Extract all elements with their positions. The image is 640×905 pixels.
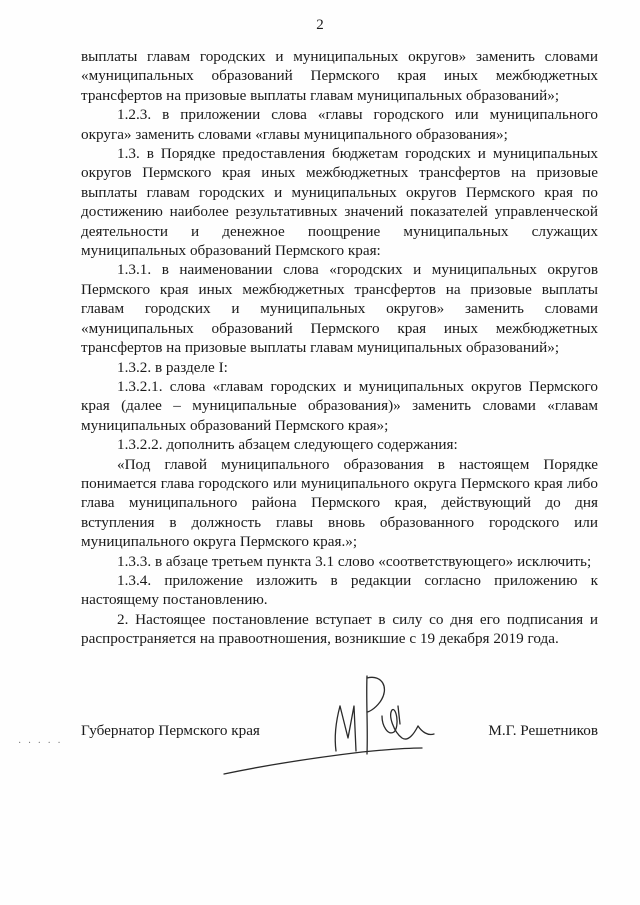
paragraph: 2. Настоящее постановление вступает в силу со дня его подписания и распространяется на правоотношения, возникшие с 19 декабря 2019 года. <box>81 610 598 648</box>
paragraph: 1.3.3. в абзаце третьем пункта 3.1 слово «соответствующего» исключить; <box>117 552 592 570</box>
paragraph: 1.3.2.2. дополнить абзацем следующего содержания: <box>117 436 458 454</box>
paragraph: 1.3. в Порядке предоставления бюджетам городских и муниципальных округов Пермского края иных межбюджетных трансфертов на призовые выплаты главам городских и муниципальных округов Пермского края по достижению наиболее результативных значений показателей управленческой деятельности и денежное поощрение муниципальных служащих муниципальных образований Пермского края: <box>81 145 598 260</box>
signatory-name: М.Г. Решетников <box>488 722 598 739</box>
document-body <box>81 47 598 649</box>
signatory-position: Губернатор Пермского края <box>81 722 260 739</box>
margin-dots: · · · · · <box>18 738 63 749</box>
paragraph: выплаты главам городских и муниципальных округов» заменить словами «муниципальных образований Пермского края иных межбюджетных трансфертов на призовые выплаты главам муниципальных образований»; <box>81 48 598 104</box>
page-number: 2 <box>316 17 324 33</box>
paragraph: 1.3.2. в разделе I: <box>117 358 228 376</box>
paragraph: 1.3.1. в наименовании слова «городских и муниципальных округов Пермского края иных межбюджетных трансфертов на призовые выплаты главам городских и муниципальных округов» заменить словами «муниципальных образований Пермского края иных межбюджетных трансфертов на призовые выплаты главам муниципальных образований»; <box>81 261 598 357</box>
paragraph: 1.3.2.1. слова «главам городских и муниципальных округов Пермского края (далее – муниципальные образования)» заменить словами «главам муниципальных образований Пермского края»; <box>81 377 598 434</box>
paragraph: «Под главой муниципального образования в настоящем Порядке понимается глава городского или муниципального округа Пермского края либо глава муниципального района Пермского края, действующий до дня вступления в должность главы вновь образованного городского или муниципального округа Пермского края.»; <box>81 455 598 551</box>
paragraph: 1.3.4. приложение изложить в редакции согласно приложению к настоящему постановлению. <box>81 571 598 609</box>
paragraph: 1.2.3. в приложении слова «главы городского или муниципального округа» заменить словами «главы муниципального образования»; <box>81 106 598 143</box>
signature-block <box>81 722 598 746</box>
